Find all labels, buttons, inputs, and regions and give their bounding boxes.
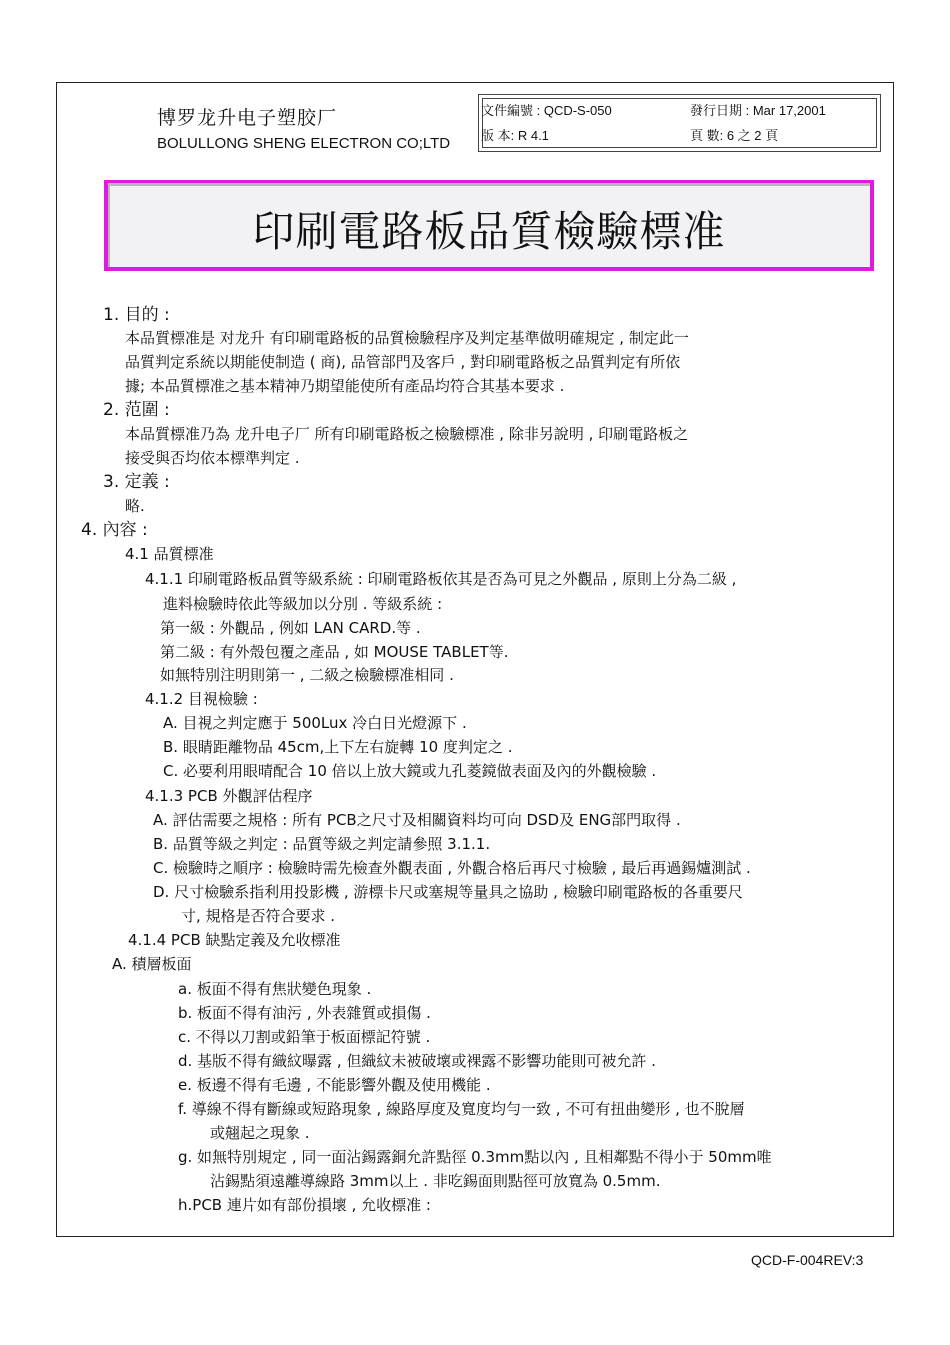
defect-item: b. 板面不得有油污 , 外表雜質或損傷 . <box>178 1004 431 1022</box>
section-4-heading: 4. 內容 : <box>81 520 148 540</box>
page-count: 頁 數: 6 之 2 頁 <box>690 128 779 143</box>
section-1-line: 據; 本品質標准之基本精神乃期望能使所有產品均符合其基本要求 . <box>125 377 565 395</box>
subsection-4-1-3-item: 寸, 規格是否符合要求 . <box>181 907 336 925</box>
section-2-line: 本品質標准乃為 龙升电子厂 所有印刷電路板之檢驗標准 , 除非另說明 , 印刷電路板之 <box>125 425 689 443</box>
subsection-4-1-1-line: 第二級 : 有外殼包覆之產品 , 如 MOUSE TABLET等. <box>160 643 509 661</box>
subsection-4-1-4-A: A. 積層板面 <box>112 955 192 973</box>
company-name-en: BOLULLONG SHENG ELECTRON CO;LTD <box>157 135 451 152</box>
doc-number: 文件編號 : QCD-S-050 <box>481 103 612 118</box>
subsection-4-1-2-item: B. 眼睛距離物品 45cm,上下左右旋轉 10 度判定之 . <box>163 738 513 756</box>
section-3-line: 略. <box>125 497 145 515</box>
defect-item: 或翹起之現象 . <box>210 1124 310 1142</box>
subsection-4-1-3-item: C. 檢驗時之順序 : 檢驗時需先檢查外觀表面 , 外觀合格后再尺寸檢驗 , 最后再過錫爐測試 . <box>153 859 751 877</box>
subsection-4-1-2-item: C. 必要利用眼晴配合 10 倍以上放大鏡或九孔菱鏡做表面及內的外觀檢驗 . <box>163 762 657 780</box>
issue-date: 發行日期 : Mar 17,2001 <box>690 103 826 118</box>
defect-item: d. 基版不得有織紋曝露 , 但織紋未被破壞或裸露不影響功能則可被允許 . <box>178 1052 656 1070</box>
defect-item: f. 導線不得有斷線或短路現象 , 線路厚度及寬度均勻一致 , 不可有扭曲變形 , 也不脫層 <box>178 1100 745 1118</box>
subsection-4-1-2: 4.1.2 目視檢驗 : <box>145 690 258 708</box>
defect-item: a. 板面不得有焦狀變色現象 . <box>178 980 372 998</box>
defect-item: c. 不得以刀割或鉛筆于板面標記符號 . <box>178 1028 431 1046</box>
section-2-line: 接受與否均依本標準判定 . <box>125 449 300 467</box>
title-box <box>104 180 874 271</box>
subsection-4-1: 4.1 品質標准 <box>125 545 214 563</box>
subsection-4-1-3: 4.1.3 PCB 外觀評估程序 <box>145 787 313 805</box>
subsection-4-1-1-line: 第一級 : 外觀品 , 例如 LAN CARD.等 . <box>160 619 421 637</box>
subsection-4-1-1-line: 4.1.1 印刷電路板品質等級系統 : 印刷電路板依其是否為可見之外觀品 , 原則上分為二級 , <box>145 570 737 588</box>
company-name-cn: 博罗龙升电子塑胶厂 <box>157 107 338 129</box>
subsection-4-1-1-line: 進料檢驗時依此等級加以分別 . 等級系統 : <box>163 595 443 613</box>
section-2-heading: 2. 范圍 : <box>103 400 170 420</box>
footer-form-code: QCD-F-004REV:3 <box>751 1252 864 1268</box>
section-3-heading: 3. 定義 : <box>103 472 170 492</box>
defect-item: h.PCB 連片如有部份損壞 , 允收標准 : <box>178 1196 431 1214</box>
subsection-4-1-3-item: D. 尺寸檢驗系指利用投影機 , 游標卡尺或塞規等量具之協助 , 檢驗印刷電路板的各重要尺 <box>153 883 743 901</box>
section-1-line: 本品質標准是 对龙升 有印刷電路板的品質檢驗程序及判定基準做明確規定 , 制定此一 <box>125 329 689 347</box>
defect-item: e. 板邊不得有毛邊 , 不能影響外觀及使用機能 . <box>178 1076 491 1094</box>
subsection-4-1-4: 4.1.4 PCB 缺點定義及允收標准 <box>128 931 341 949</box>
subsection-4-1-2-item: A. 目視之判定應于 500Lux 冷白日光燈源下 . <box>163 714 467 732</box>
document-title: 印刷電路板品質檢驗標准 <box>252 207 726 256</box>
version: 版 本: R 4.1 <box>481 128 549 143</box>
section-1-heading: 1. 目的 : <box>103 305 170 325</box>
defect-item: g. 如無特別規定 , 同一面沾錫露銅允許點徑 0.3mm點以內 , 且相鄰點不得小于 50mm唯 <box>178 1148 772 1166</box>
section-1-line: 品質判定系統以期能使制造 ( 商), 品管部門及客戶 , 對印刷電路板之品質判定有所依 <box>125 353 681 371</box>
subsection-4-1-1-line: 如無特別注明則第一 , 二級之檢驗標准相同 . <box>160 666 454 684</box>
subsection-4-1-3-item: B. 品質等級之判定 : 品質等級之判定請參照 3.1.1. <box>153 835 491 853</box>
subsection-4-1-3-item: A. 評估需要之規格 : 所有 PCB之尺寸及相關資料均可向 DSD及 ENG部門取得 . <box>153 811 681 829</box>
defect-item: 沾錫點須遠離導線路 3mm以上 . 非吃錫面則點徑可放寬為 0.5mm. <box>210 1172 661 1190</box>
